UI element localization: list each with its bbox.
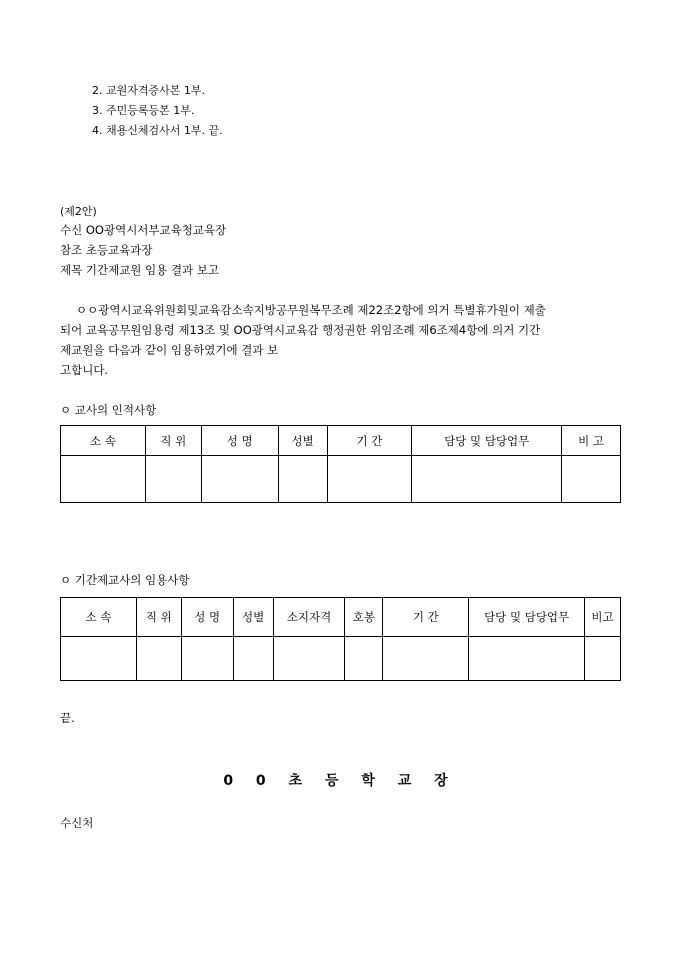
attachment-item: 4. 채용신체검사서 1부. 끝.	[92, 124, 223, 137]
table-cell	[412, 456, 562, 503]
table-header-cell: 기 간	[383, 598, 469, 637]
table-cell	[136, 637, 181, 681]
section-label-teacher: ㅇ 교사의 인적사항	[60, 403, 157, 417]
table-cell	[562, 456, 621, 503]
table-row	[61, 637, 621, 681]
table-cell	[145, 456, 201, 503]
body-line: ㅇㅇ광역시교육위원회및교육감소속지방공무원복무조례 제22조2항에 의거 특별휴가원이 제출	[76, 303, 546, 317]
body-line: 되어 교육공무원임용령 제13조 및 OO광역시교육감 행정권한 위임조례 제6조제4항에 의거 기간	[60, 323, 541, 337]
body-line: 고합니다.	[60, 363, 109, 377]
subject-line: 제목 기간제교원 임용 결과 보고	[60, 263, 220, 277]
recipient-line: 수신 OO광역시서부교육청교육장	[60, 223, 227, 237]
end-mark: 끝.	[60, 711, 75, 725]
table-cell	[201, 456, 278, 503]
table-cell	[327, 456, 412, 503]
table-header-cell: 소 속	[61, 426, 146, 456]
table-cell	[181, 637, 233, 681]
table-header-cell: 담당 및 담당업무	[412, 426, 562, 456]
table-row	[61, 456, 621, 503]
table-header-cell: 소지자격	[273, 598, 345, 637]
cc-label: 수신처	[60, 816, 94, 830]
table-header-cell: 성 명	[181, 598, 233, 637]
teacher-info-table	[60, 425, 621, 503]
table-header-cell: 성별	[278, 426, 327, 456]
table-header-cell: 호봉	[345, 598, 383, 637]
table-cell	[345, 637, 383, 681]
table-header-cell: 소 속	[61, 598, 137, 637]
signer-title: 0 0 초 등 학 교 장	[223, 773, 457, 789]
table-cell	[469, 637, 585, 681]
table-header-cell: 직 위	[136, 598, 181, 637]
table-header-cell: 담당 및 담당업무	[469, 598, 585, 637]
attachment-item: 3. 주민등록등본 1부.	[92, 104, 195, 117]
table-cell	[61, 637, 137, 681]
table-header-cell: 비고	[585, 598, 621, 637]
table-cell	[233, 637, 273, 681]
table-header-cell: 성 명	[201, 426, 278, 456]
table-cell	[61, 456, 146, 503]
table-header-cell: 비 고	[562, 426, 621, 456]
contract-teacher-table	[60, 597, 621, 681]
draft-number: (제2안)	[60, 205, 97, 218]
reference-line: 참조 초등교육과장	[60, 243, 153, 257]
table-header-cell: 직 위	[145, 426, 201, 456]
table-cell	[273, 637, 345, 681]
body-line: 제교원을 다음과 같이 임용하였기에 결과 보	[60, 343, 279, 357]
table-header-cell: 성별	[233, 598, 273, 637]
table-header-row	[61, 426, 621, 456]
table-header-cell: 기 간	[327, 426, 412, 456]
table-cell	[383, 637, 469, 681]
attachment-item: 2. 교원자격증사본 1부.	[92, 84, 205, 97]
table-cell	[585, 637, 621, 681]
table-header-row	[61, 598, 621, 637]
section-label-contract: ㅇ 기간제교사의 임용사항	[60, 573, 190, 587]
table-cell	[278, 456, 327, 503]
